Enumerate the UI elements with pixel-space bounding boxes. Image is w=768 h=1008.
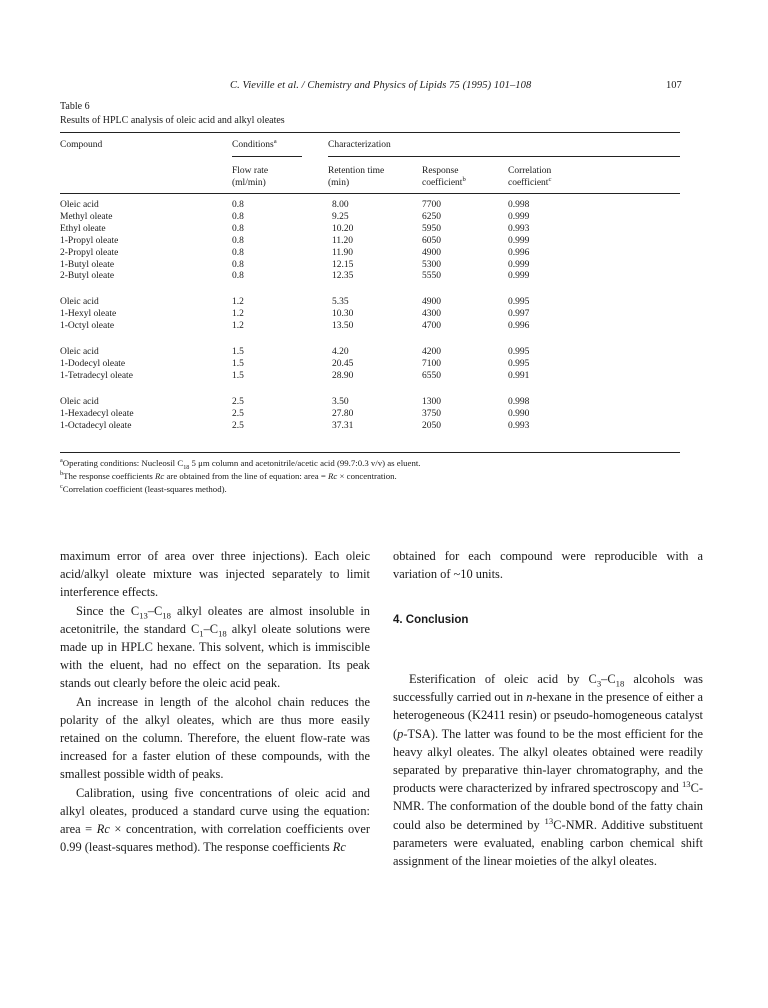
table-cell: 7100 xyxy=(422,358,441,369)
table-cell-compound: 1-Propyl oleate xyxy=(60,235,119,246)
table-cell-compound: 1-Tetradecyl oleate xyxy=(60,370,133,381)
table-cell: 0.998 xyxy=(508,396,530,407)
table-cell: 37.31 xyxy=(332,420,354,431)
left-column xyxy=(60,547,370,856)
conclusion-paragraph: Esterification of oleic acid by $C_3-C_{18}$ alcohols was successfully carried out in n-hexane in the presence of either a heterogeneous (K2411 resin) or pseudo-homogeneous catalyst (p-TSA). The latter was found to be the most efficient for the heavy alkyl oleates. The alkyl oleates obtained were readily separated by preparative thin-layer chromatography, and the products were characterized by infrared spectroscopy and $^{13}$C-NMR. The conformation of the double bond of the fatty chain could also be determined by $^{13}$C-NMR. Additive substituent parameters were evaluated, enabling carbon chemical shift assignment of the linear moieties of the alkyl oleates. xyxy=(393,672,704,869)
table-cell: 0.996 xyxy=(508,247,530,258)
table-cell: 12.15 xyxy=(332,259,354,270)
table-cell: 3750 xyxy=(422,408,441,419)
section-heading-conclusion: 4. Conclusion xyxy=(393,614,469,626)
table-cell: 1300 xyxy=(422,396,441,407)
table-cell: 4900 xyxy=(422,247,441,258)
table-cell: 0.8 xyxy=(232,235,244,246)
table-cell: 2.5 xyxy=(232,408,244,419)
header-correlation-coefficient: Correlation coefficient$^c$ xyxy=(508,166,552,188)
conditions-rule xyxy=(232,156,302,157)
table-cell-compound: 2-Butyl oleate xyxy=(60,271,115,282)
header-flow-rate: Flow rate (ml/min) xyxy=(232,166,269,188)
table-cell: 8.00 xyxy=(332,200,349,210)
table-cell: 0.999 xyxy=(508,211,530,222)
footnote-b: $^b$The response coefficients Rc are obtained from the line of equation: area = Rc × concentration. xyxy=(60,471,397,481)
table-cell: 0.8 xyxy=(232,200,244,210)
table-cell: 0.8 xyxy=(232,223,244,234)
table-cell: 27.80 xyxy=(332,408,354,419)
table-cell: 1.2 xyxy=(232,309,244,320)
right-column-top xyxy=(393,547,703,583)
table-cell: 10.30 xyxy=(332,309,354,320)
table-cell: 6550 xyxy=(422,370,441,381)
table-cell: 12.35 xyxy=(332,271,354,282)
table-cell: 6050 xyxy=(422,235,441,246)
table-cell: 11.90 xyxy=(332,247,354,258)
table-cell: 1.2 xyxy=(232,297,244,308)
table-cell: 3.50 xyxy=(332,396,349,407)
table-cell: 0.995 xyxy=(508,297,530,308)
table-cell: 4700 xyxy=(422,321,441,332)
table-cell: 20.45 xyxy=(332,358,354,369)
table-cell: 1.2 xyxy=(232,321,244,332)
table-cell: 2.5 xyxy=(232,396,244,407)
table-cell-compound: 1-Butyl oleate xyxy=(60,259,115,270)
header-response-coefficient: Response coefficient$^b$ xyxy=(422,166,466,188)
left-paragraph-2: Since the $C_{13}-C_{18}$ alkyl oleates are almost insoluble in acetonitrile, the standard $C_1-C_{18}$ alkyl oleate solutions were made up in HPLC hexane. This solvent, which is immiscible with the eluent, had no effect on the separation. Its peak stands out clearly before the oleic acid peak. xyxy=(60,603,371,691)
table-cell-compound: 1-Dodecyl oleate xyxy=(60,358,126,369)
left-paragraph-1: maximum error of area over three injections). Each oleic acid/alkyl oleate mixture was injected separately to limit interference effects. xyxy=(60,549,370,600)
table-cell: 0.999 xyxy=(508,271,530,282)
table-bottom-rule xyxy=(60,452,680,453)
table-cell: 1.5 xyxy=(232,347,244,357)
table-cell: 0.998 xyxy=(508,200,530,210)
table-cell: 4300 xyxy=(422,309,441,320)
header-conditions: Conditions$^a$ xyxy=(232,137,277,150)
table-cell: 0.995 xyxy=(508,347,530,357)
table-cell-compound: Oleic acid xyxy=(60,396,99,407)
table-cell-compound: Methyl oleate xyxy=(60,211,113,222)
table-cell: 0.997 xyxy=(508,309,530,320)
footnote-c: $^c$Correlation coefficient (least-squares method). xyxy=(60,484,227,494)
table-cell: 6250 xyxy=(422,211,441,222)
table-cell: 0.999 xyxy=(508,235,530,246)
table-cell: 4900 xyxy=(422,297,441,308)
table-cell-compound: Oleic acid xyxy=(60,297,99,308)
table-cell: 0.991 xyxy=(508,370,530,381)
table-cell: 0.8 xyxy=(232,259,244,270)
table-cell: 0.995 xyxy=(508,358,530,369)
table-cell-compound: Oleic acid xyxy=(60,347,99,357)
table-cell: 0.993 xyxy=(508,223,530,234)
table-caption xyxy=(60,100,285,128)
table-cell: 28.90 xyxy=(332,370,354,381)
table-cell: 0.999 xyxy=(508,259,530,270)
table-label: Table 6 xyxy=(60,101,90,112)
table-cell: 0.990 xyxy=(508,408,530,419)
footnote-a: $^a$Operating conditions: Nucleosil $C_{18}$ 5 μm column and acetonitrile/acetic acid (99.7:0.3 v/v) as eluent. xyxy=(60,458,421,471)
header-characterization: Characterization xyxy=(328,140,391,150)
table-cell: 0.993 xyxy=(508,420,530,431)
table-cell: 0.8 xyxy=(232,271,244,282)
table-cell: 5950 xyxy=(422,223,441,234)
table-cell: 13.50 xyxy=(332,321,354,332)
page-number: 107 xyxy=(666,80,682,91)
right-column-conclusion xyxy=(393,670,703,870)
header-bottom-rule xyxy=(60,193,680,194)
table-cell-compound: Oleic acid xyxy=(60,200,99,210)
table-cell: 5550 xyxy=(422,271,441,282)
table-cell: 10.20 xyxy=(332,223,354,234)
table-cell-compound: 1-Hexyl oleate xyxy=(60,309,117,320)
table-cell-compound: Ethyl oleate xyxy=(60,223,106,234)
table-cell: 5300 xyxy=(422,259,441,270)
table-cell: 1.5 xyxy=(232,358,244,369)
table-cell-compound: 1-Hexadecyl oleate xyxy=(60,408,134,419)
table-cell: 11.20 xyxy=(332,235,354,246)
table-cell: 0.996 xyxy=(508,321,530,332)
table-cell-compound: 1-Octadecyl oleate xyxy=(60,420,132,431)
table-cell: 4200 xyxy=(422,347,441,357)
table-cell: 7700 xyxy=(422,200,441,210)
right-paragraph-1: obtained for each compound were reproducible with a variation of ~10 units. xyxy=(393,549,703,582)
table-cell: 4.20 xyxy=(332,347,349,357)
table-cell: 0.8 xyxy=(232,211,244,222)
table-cell: 5.35 xyxy=(332,297,349,308)
header-compound: Compound xyxy=(60,140,103,150)
table-top-rule xyxy=(60,132,680,133)
table-cell-compound: 2-Propyl oleate xyxy=(60,247,119,258)
left-paragraph-3: An increase in length of the alcohol chain reduces the polarity of the alkyl oleates, which are thus more easily retained on the column. Therefore, the eluent flow-rate was increased for a faster elution of these compounds, with the smallest possible width of peaks. xyxy=(60,694,370,782)
header-retention-time: Retention time (min) xyxy=(328,166,385,188)
table-cell-compound: 1-Octyl oleate xyxy=(60,321,115,332)
running-head: C. Vieville et al. / Chemistry and Physics of Lipids 75 (1995) 101–108 xyxy=(230,80,532,91)
left-paragraph-4: Calibration, using five concentrations of oleic acid and alkyl oleates, produced a standard curve using the equation: area = Rc × concentration, with correlation coefficients over 0.99 (least-squares method). The response coefficients Rc xyxy=(60,785,370,855)
table-cell: 2050 xyxy=(422,420,441,431)
table-cell: 1.5 xyxy=(232,370,244,381)
characterization-rule xyxy=(328,156,680,157)
table-title: Results of HPLC analysis of oleic acid and alkyl oleates xyxy=(60,115,285,126)
table-cell: 2.5 xyxy=(232,420,244,431)
table-cell: 0.8 xyxy=(232,247,244,258)
table-cell: 9.25 xyxy=(332,211,349,222)
